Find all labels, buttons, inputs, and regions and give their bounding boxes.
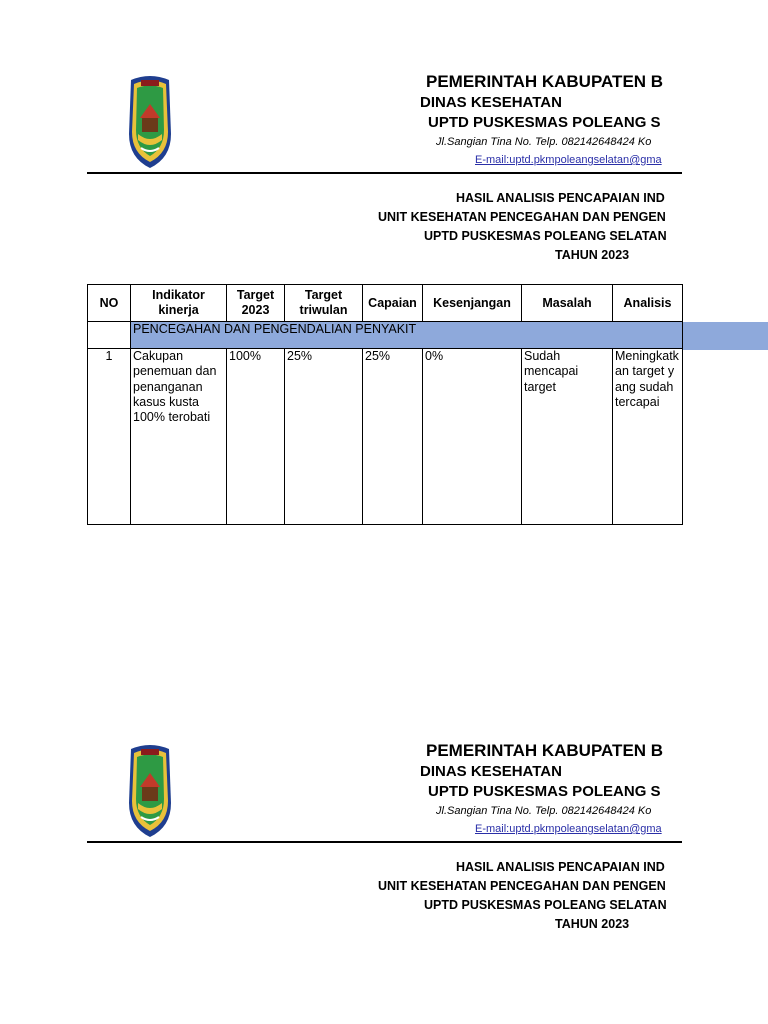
department-name: DINAS KESEHATAN [420,94,562,111]
section-band-extension [682,322,768,350]
row-target-triwulan: 25% [285,349,363,525]
government-name: PEMERINTAH KABUPATEN B [426,72,664,91]
row-no: 1 [88,349,131,525]
col-capaian: Capaian [363,285,423,322]
row-indikator: Cakupan penemuan dan penanganan kasus kusta 100% terobati [131,349,227,525]
email-link[interactable]: E-mail:uptd.pkmpoleangselatan@gma [475,823,662,835]
table-header-row [88,285,683,322]
row-masalah: Sudah mencapai target [522,349,613,525]
row-target-2023: 100% [227,349,285,525]
section-empty-cell [88,322,131,349]
government-name: PEMERINTAH KABUPATEN B [426,741,664,760]
report-title-line-1: HASIL ANALISIS PENCAPAIAN IND [456,860,665,874]
col-target-triwulan: Target triwulan [285,285,363,322]
col-no: NO [88,285,131,322]
letterhead-bottom [0,741,768,1001]
header-divider [87,841,682,843]
table-row [88,349,683,525]
row-capaian: 25% [363,349,423,525]
col-target-2023: Target 2023 [227,285,285,322]
row-analisis: Meningkatkan target yang sudah tercapai [613,349,683,525]
report-title-line-2: UNIT KESEHATAN PENCEGAHAN DAN PENGEN [378,210,666,224]
email-line [300,823,682,835]
regency-crest-icon [127,743,173,839]
email-link[interactable]: E-mail:uptd.pkmpoleangselatan@gma [475,154,662,166]
address-line: Jl.Sangian Tina No. Telp. 082142648424 Ko [436,136,652,148]
section-row [88,322,683,349]
col-masalah: Masalah [522,285,613,322]
col-indikator: Indikator kinerja [131,285,227,322]
department-name: DINAS KESEHATAN [420,763,562,780]
header-divider [87,172,682,174]
unit-name: UPTD PUSKESMAS POLEANG S [428,114,661,131]
report-year: TAHUN 2023 [555,248,630,262]
unit-name: UPTD PUSKESMAS POLEANG S [428,783,661,800]
section-title: PENCEGAHAN DAN PENGENDALIAN PENYAKIT [131,322,683,349]
report-title-line-3: UPTD PUSKESMAS POLEANG SELATAN [424,898,667,912]
row-kesenjangan: 0% [423,349,522,525]
report-title-line-1: HASIL ANALISIS PENCAPAIAN IND [456,191,665,205]
address-line: Jl.Sangian Tina No. Telp. 082142648424 Ko [436,805,652,817]
email-line [300,154,682,166]
report-title-line-3: UPTD PUSKESMAS POLEANG SELATAN [424,229,667,243]
report-year: TAHUN 2023 [555,917,630,931]
report-title-line-2: UNIT KESEHATAN PENCEGAHAN DAN PENGEN [378,879,666,893]
col-analisis: Analisis [613,285,683,322]
regency-crest-icon [127,74,173,170]
analysis-table [87,284,683,525]
col-kesenjangan: Kesenjangan [423,285,522,322]
